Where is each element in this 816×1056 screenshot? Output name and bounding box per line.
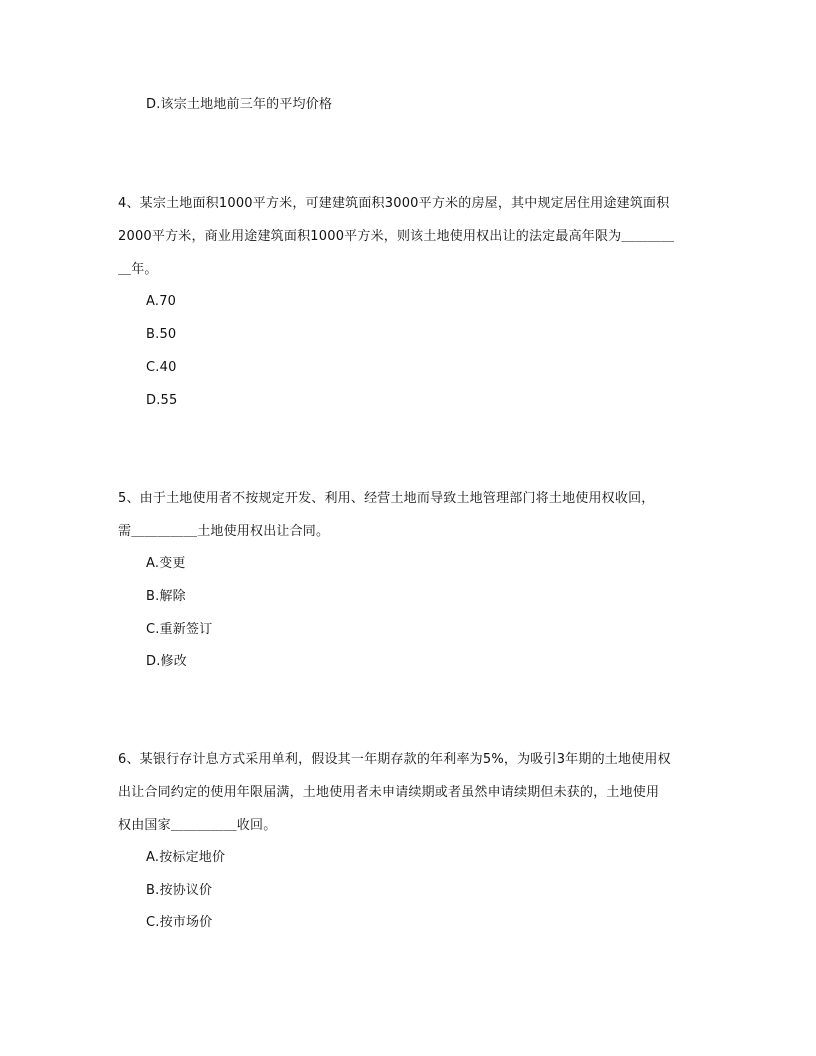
q5-option-b: B.解除 <box>146 589 186 604</box>
q4-option-c: C.40 <box>146 360 177 375</box>
q4-option-d: D.55 <box>146 393 178 408</box>
q6-stem-line-2: 出让合同约定的使用年限届满，土地使用者未申请续期或者虽然申请续期但未获的，土地使用 <box>118 785 660 800</box>
q4-option-a: A.70 <box>146 294 177 309</box>
q5-stem-line-1: 5、由于土地使用者不按规定开发、利用、经营土地而导致土地管理部门将土地使用权收回， <box>118 491 655 506</box>
q6-option-c: C.按市场价 <box>146 915 213 930</box>
q6-option-a: A.按标定地价 <box>146 850 226 865</box>
q4-stem-line-2: 2000平方米，商业用途建筑面积1000平方米，则该土地使用权出让的法定最高年限为＿＿＿＿ <box>118 229 675 244</box>
q5-option-c: C.重新签订 <box>146 622 213 637</box>
q5-option-d: D.修改 <box>146 654 187 669</box>
q5-stem-line-2: 需＿＿＿＿＿土地使用权出让合同。 <box>118 524 330 539</box>
q6-stem-line-3: 权由国家＿＿＿＿＿收回。 <box>118 818 277 833</box>
q3-option-d: D.该宗土地地前三年的平均价格 <box>146 97 333 112</box>
q5-option-a: A.变更 <box>146 556 186 571</box>
q4-stem-line-1: 4、某宗土地面积1000平方米，可建建筑面积3000平方米的房屋，其中规定居住用途建筑面积 <box>118 196 670 211</box>
q6-option-b: B.按协议价 <box>146 883 213 898</box>
q4-stem-line-3: ＿年。 <box>118 262 158 277</box>
q4-option-b: B.50 <box>146 327 177 342</box>
q6-stem-line-1: 6、某银行存计息方式采用单利，假设其一年期存款的年利率为5%，为吸引3年期的土地使用权 <box>118 752 671 767</box>
